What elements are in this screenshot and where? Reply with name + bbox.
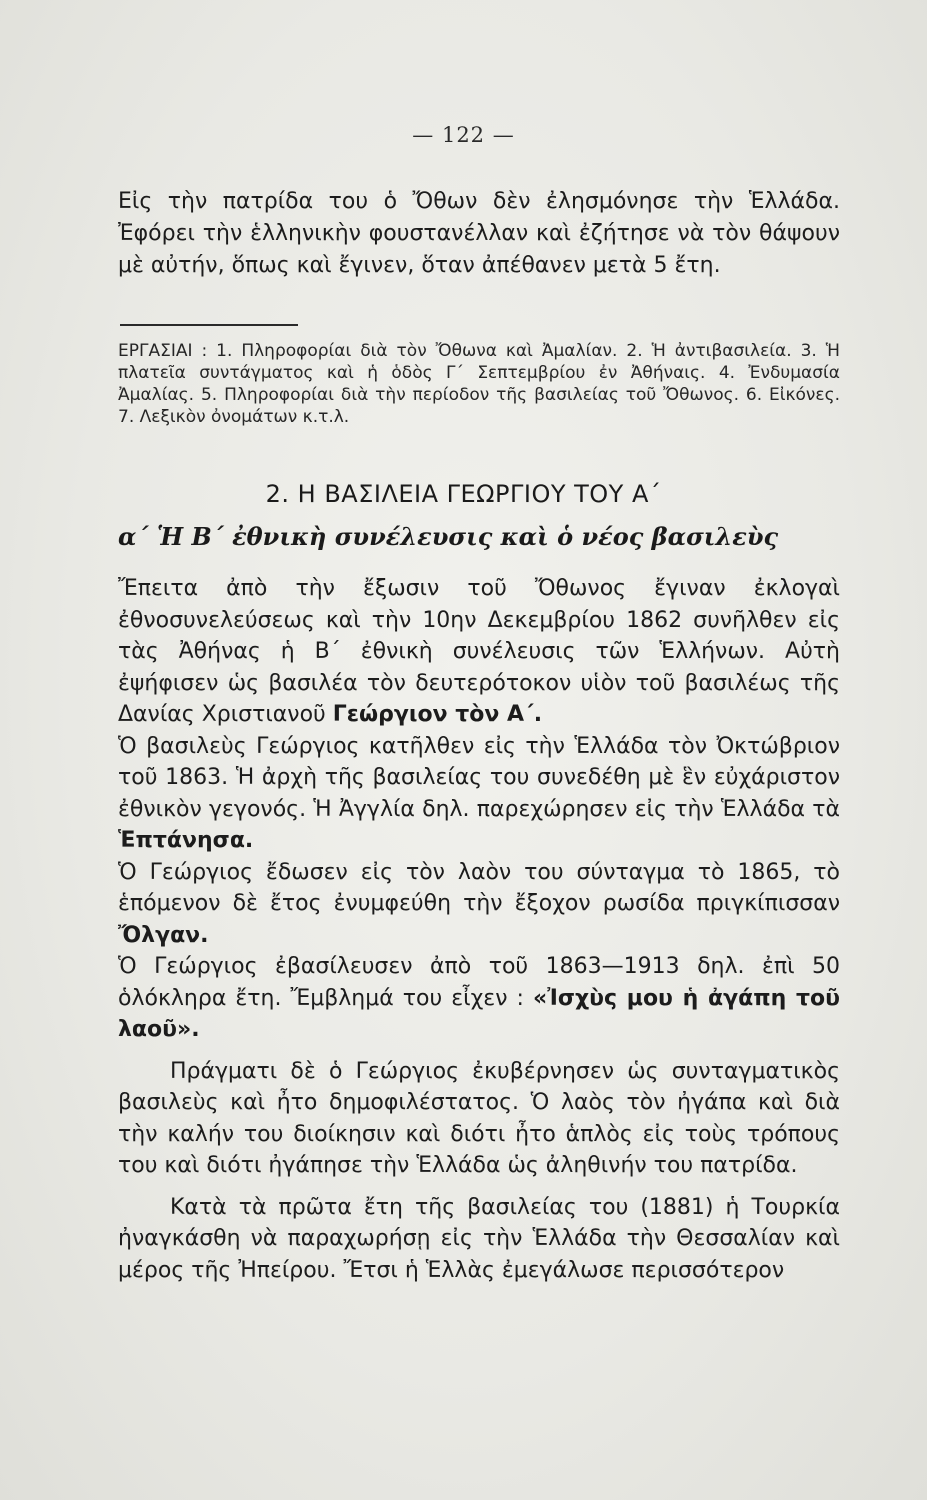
tasks-paragraph: ΕΡΓΑΣΙΑΙ : 1. Πληροφορίαι διὰ τὸν Ὄθωνα καὶ Ἀμαλίαν. 2. Ἡ ἀντιβασιλεία. 3. Ἡ πλατεῖα συντάγματος καὶ ἡ ὁδὸς Γ΄ Σεπτεμβρίου ἐν Ἀθήναις. 4. Ἐνδυμασία Ἀμαλίας. 5. Πληροφορίαι διὰ τὴν περίοδον τῆς βασιλείας τοῦ Ὄθωνος. 6. Εἰκόνες. 7. Λεξικὸν ὀνομάτων κ.τ.λ.: [118, 341, 840, 427]
paragraph-2-bold: Ἑπτάνησα.: [118, 828, 254, 853]
intro-paragraph: Εἰς τὴν πατρίδα του ὁ Ὄθων δὲν ἐλησμόνησε τὴν Ἑλλάδα. Ἐφόρει τὴν ἑλληνικὴν φουστανέλλαν καὶ ἐζήτησε νὰ τὸν θάψουν μὲ αὐτήν, ὅπως καὶ ἔγινεν, ὅταν ἀπέθανεν μετὰ 5 ἔτη.: [118, 189, 840, 278]
paragraph-1: [118, 573, 840, 731]
paragraph-3: [118, 857, 840, 952]
paragraph-5: Πράγματι δὲ ὁ Γεώργιος ἐκυβέρνησεν ὡς συνταγματικὸς βασιλεὺς καὶ ἦτο δημοφιλέστατος. Ὁ λαὸς τὸν ἠγάπα καὶ διὰ τὴν καλήν του διοίκησιν καὶ διότι ἦτο ἁπλὸς εἰς τοὺς τρόπους του καὶ διότι ἠγάπησε τὴν Ἑλλάδα ὡς ἀληθινήν του πατρίδα.: [118, 1058, 840, 1178]
paragraph-4-text: Ὁ Γεώργιος ἐβασίλευσεν ἀπὸ τοῦ 1863—1913 δηλ. ἐπὶ 50 ὁλόκληρα ἔτη. Ἔμβλημά του εἶχεν :: [118, 954, 840, 1011]
paragraph-3-text: Ὁ Γεώργιος ἔδωσεν εἰς τὸν λαὸν του σύνταγμα τὸ 1865, τὸ ἑπόμενον δὲ ἔτος ἐνυμφεύθη τὴν ἔξοχον ρωσίδα πριγκίπισσαν: [118, 859, 840, 916]
body-text: [118, 573, 840, 1286]
paragraph-1-text: Ἔπειτα ἀπὸ τὴν ἔξωσιν τοῦ Ὄθωνος ἔγιναν ἐκλογαὶ ἐθνοσυνελεύσεως καὶ τὴν 10ην Δεκεμβρίου 1862 συνῆλθεν εἰς τὰς Ἀθήνας ἡ Β΄ ἐθνικὴ συνέλευσις τῶν Ἑλλήνων. Αὐτὴ ἐψήφισεν ὡς βασιλέα τὸν δευτερότοκον υἱὸν τοῦ βασιλέως τῆς Δανίας Χριστιανοῦ: [118, 576, 840, 727]
section-heading: 2. Η ΒΑΣΙΛΕΙΑ ΓΕΩΡΓΙΟΥ ΤΟΥ Α΄: [265, 480, 662, 508]
page-number: — 122 —: [412, 123, 515, 147]
paragraph-2-text: Ὁ βασιλεὺς Γεώργιος κατῆλθεν εἰς τὴν Ἑλλάδα τὸν Ὀκτώβριον τοῦ 1863. Ἡ ἀρχὴ τῆς βασιλείας του συνεδέθη μὲ ἓν εὐχάριστον ἐθνικὸν γεγονός. Ἡ Ἀγγλία δηλ. παρεχώρησεν εἰς τὴν Ἑλλάδα τὰ: [118, 733, 840, 822]
paragraph-6: Κατὰ τὰ πρῶτα ἔτη τῆς βασιλείας του (1881) ἡ Τουρκία ἠναγκάσθη νὰ παραχωρήσῃ εἰς τὴν Ἑλλάδα τὴν Θεσσαλίαν καὶ μέρος τῆς Ἠπείρου. Ἔτσι ἡ Ἑλλὰς ἐμεγάλωσε περισσότερον: [118, 1194, 840, 1283]
paragraph-1-bold: Γεώργιον τὸν Α΄.: [332, 702, 543, 727]
paragraph-3-bold: Ὄλγαν.: [118, 922, 209, 948]
paragraph-4-bold: «Ἰσχὺς μου ἡ ἀγάπη τοῦ λαοῦ».: [118, 985, 840, 1042]
paragraph-4: [118, 951, 840, 1046]
divider-rule: [120, 324, 298, 326]
paragraph-2: [118, 731, 840, 857]
subsection-heading: α΄ Ἡ Β΄ ἐθνικὴ συνέλευσις καὶ ὁ νέος βασιλεὺς: [118, 522, 779, 551]
